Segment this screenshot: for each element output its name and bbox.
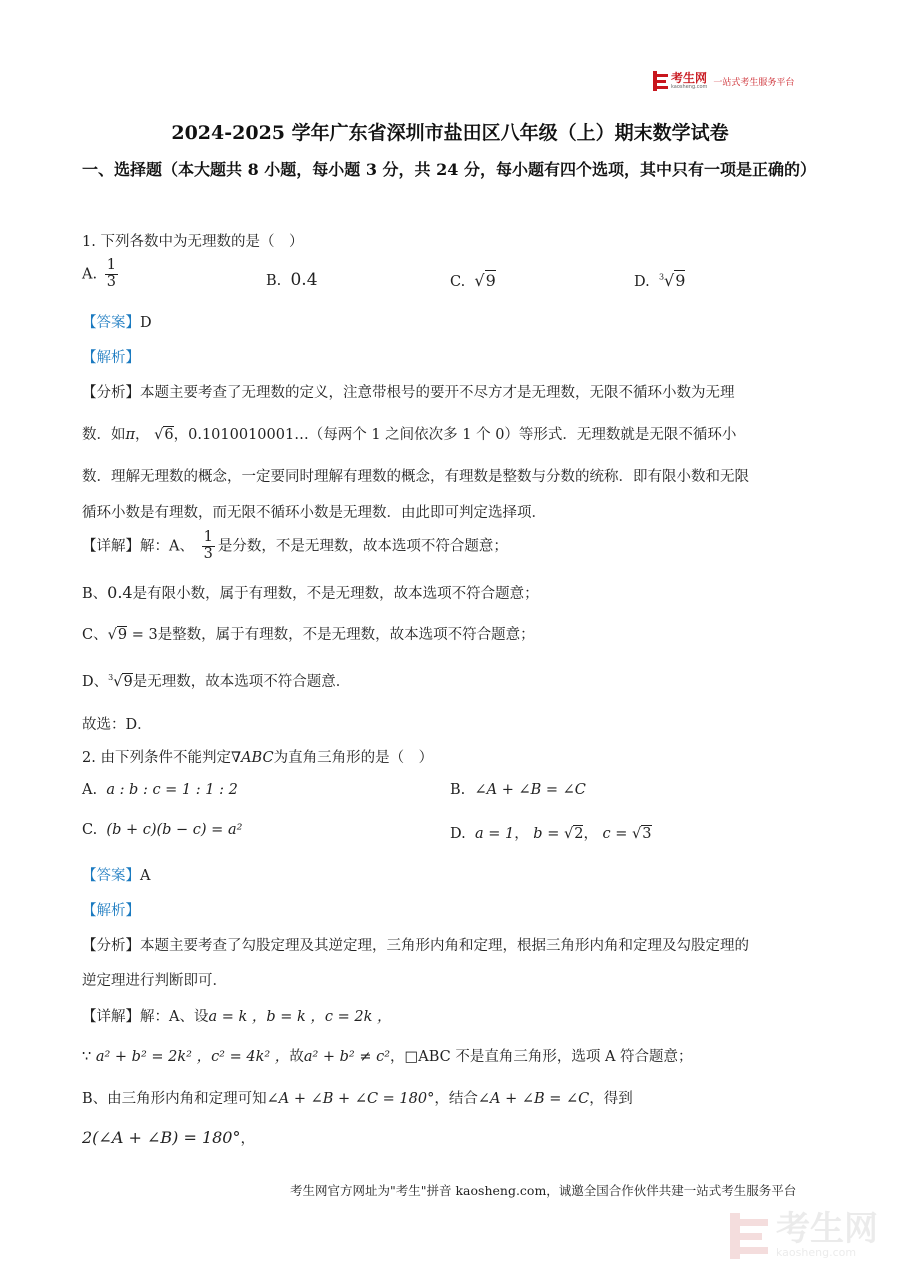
- q2-detail-line2: ∵ a² + b² = 2k² ，c² = 4k² ，故a² + b² ≠ c²，□ABC 不是直角三角形，选项 A 符合题意；: [82, 1049, 693, 1065]
- q1-conclusion: 故选：D．: [82, 717, 152, 733]
- q2-detail-line3: B、由三角形内角和定理可知∠A + ∠B + ∠C = 180°，结合∠A + ∠B = ∠C，得到: [82, 1091, 633, 1107]
- q2-jiexi: 【解析】: [82, 903, 140, 919]
- q2-stem: 2. 由下列条件不能判定∇ABC为直角三角形的是（ ）: [82, 750, 434, 766]
- q1-option-d: D. $^3$√9: [634, 271, 686, 290]
- q1-option-a: A. $\frac{1}{3}$: [82, 257, 116, 290]
- q2-analysis-line2: 逆定理进行判断即可．: [82, 973, 227, 989]
- q2-option-a: A. a : b : c = 1 : 1 : 2: [82, 782, 238, 798]
- watermark-logo-icon: [730, 1213, 770, 1259]
- q1-analysis-line2: 数．如π， √6，0.1010010001…（每两个 1 之间依次多 1 个 0）等形式．无理数就是无限不循环小: [82, 427, 737, 443]
- q1-analysis-line1: 【分析】本题主要考查了无理数的定义，注意带根号的要开不尽方才是无理数，无限不循环小数为无理: [82, 385, 735, 401]
- footer-text: 考生网官方网址为"考生"拼音 kaosheng.com，诚邀全国合作伙伴共建一站式考生服务平台: [290, 1183, 797, 1198]
- logo-name: 考生网: [671, 71, 708, 85]
- kaosheng-logo-icon: [653, 71, 668, 91]
- watermark-domain: kaosheng.com: [776, 1246, 857, 1259]
- q2-detail-line4: 2(∠A + ∠B) = 180°，: [82, 1128, 255, 1147]
- logo-domain: kaosheng.com: [671, 84, 708, 90]
- q2-option-b: B. ∠A + ∠B = ∠C: [450, 782, 586, 798]
- header-logo: [653, 71, 794, 91]
- q2-detail-line1: 【详解】解：A、设a = k ，b = k ，c = 2k ，: [82, 1009, 392, 1025]
- q1-option-b: B. 0.4: [266, 270, 318, 290]
- q1-jiexi: 【解析】: [82, 350, 140, 366]
- fraction: $\frac{1}{3}$: [106, 257, 116, 290]
- watermark: [730, 1209, 878, 1259]
- q1-detail-c: C、√9 = 3是整数，属于有理数，不是无理数，故本选项不符合题意；: [82, 627, 535, 643]
- page-title: 2024-2025 学年广东省深圳市盐田区八年级（上）期末数学试卷: [171, 122, 729, 144]
- q1-detail-b: B、0.4是有限小数，属于有理数，不是无理数，故本选项不符合题意；: [82, 583, 539, 602]
- q1-analysis-line4: 循环小数是有理数，而无限不循环小数是无理数．由此即可判定选择项．: [82, 505, 546, 521]
- q2-analysis-line1: 【分析】本题主要考查了勾股定理及其逆定理，三角形内角和定理，根据三角形内角和定理及勾股定理的: [82, 938, 749, 954]
- q2-option-d: D. a = 1， b = √2， c = √3: [450, 826, 652, 842]
- q1-option-c: C. √9: [450, 271, 496, 290]
- section-heading: 一、选择题（本大题共 8 小题，每小题 3 分，共 24 分，每小题有四个选项，其中只有一项是正确的）: [82, 160, 816, 179]
- logo-slogan: 一站式考生服务平台: [713, 77, 795, 88]
- q1-answer: 【答案】D: [82, 315, 152, 331]
- q1-stem: 1. 下列各数中为无理数的是（ ）: [82, 234, 304, 250]
- q1-analysis-line3: 数．理解无理数的概念，一定要同时理解有理数的概念，有理数是整数与分数的统称．即有限小数和无限: [82, 469, 749, 485]
- q1-detail-d: D、$^3$√9是无理数，故本选项不符合题意．: [82, 673, 351, 690]
- q2-answer: 【答案】A: [82, 868, 151, 884]
- watermark-name: 考生网: [776, 1209, 878, 1249]
- q1-detail-a: 【详解】解：A、 $\frac{1}{3}$ 是分数，不是无理数，故本选项不符合题意；: [82, 529, 508, 562]
- q2-option-c: C. (b + c)(b − c) = a²: [82, 822, 243, 838]
